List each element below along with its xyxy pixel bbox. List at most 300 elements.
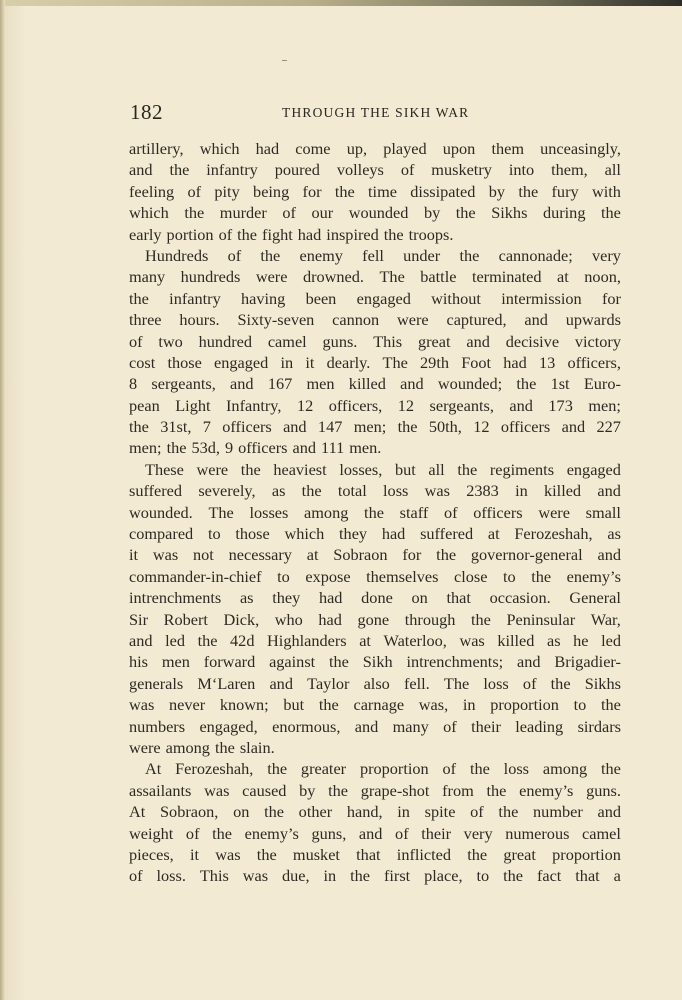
word: killed	[348, 374, 386, 394]
word: commander-in-chief	[129, 566, 262, 586]
word: 13	[538, 352, 556, 372]
word: 1st	[550, 374, 570, 394]
text-line	[129, 159, 621, 180]
word: the	[457, 459, 478, 479]
word: artillery,	[129, 139, 184, 158]
word: heaviest	[273, 459, 327, 479]
word: Robert	[163, 609, 208, 629]
word: and	[561, 417, 586, 437]
word: grape-shot	[360, 780, 430, 800]
word: Taylor	[307, 673, 350, 693]
word: of	[443, 502, 458, 522]
text-line	[129, 823, 621, 844]
word: guns.	[322, 331, 358, 351]
word: the	[518, 181, 539, 201]
word: suffered	[420, 524, 474, 544]
text-line	[129, 609, 621, 630]
word: great	[503, 844, 536, 864]
word: loss	[483, 673, 509, 693]
word: inspired	[326, 224, 379, 244]
word: not	[193, 545, 214, 565]
word: by	[423, 203, 441, 223]
word: three	[129, 310, 162, 330]
word: which	[284, 524, 325, 544]
word: spite	[424, 802, 456, 822]
printer-mark	[282, 60, 287, 61]
word: the	[184, 203, 205, 223]
word: were	[397, 310, 429, 330]
word: and	[509, 395, 533, 415]
word: Sobraon,	[160, 802, 219, 822]
word: the	[214, 737, 235, 757]
word: enemy’s	[244, 823, 299, 843]
word: the	[329, 652, 349, 672]
word: officers	[238, 438, 288, 458]
word: the	[469, 759, 490, 779]
word: great	[417, 331, 451, 351]
word: severely,	[198, 481, 256, 501]
word: musketry	[431, 160, 492, 180]
word: having	[241, 288, 286, 308]
word: their	[421, 823, 452, 843]
word: but	[394, 459, 416, 479]
word: all	[604, 160, 621, 180]
word: as	[239, 588, 254, 608]
word: and	[354, 716, 379, 736]
word: men	[306, 374, 335, 394]
text-line	[129, 352, 621, 373]
word: also	[363, 673, 390, 693]
word: At	[129, 802, 146, 822]
word: intrenchments;	[406, 652, 504, 672]
word: the	[383, 224, 404, 244]
word: War,	[590, 609, 621, 629]
word: Hundreds	[145, 245, 209, 265]
word: assailants	[129, 780, 192, 800]
word: loss.	[156, 866, 186, 886]
word: never	[169, 695, 206, 715]
word: and	[269, 673, 293, 693]
word: those	[235, 524, 270, 544]
word: engaged,	[199, 716, 258, 736]
word: them	[491, 139, 524, 158]
word: 42d	[230, 630, 255, 650]
word: staff	[399, 502, 429, 522]
word: governor-general	[470, 545, 583, 565]
word: up,	[346, 139, 368, 158]
word: pean	[129, 395, 160, 415]
text-line	[129, 651, 621, 672]
word: the	[318, 695, 339, 715]
word: many	[392, 716, 429, 736]
word: officers	[222, 417, 272, 437]
word: that	[575, 866, 600, 886]
word: wounded;	[437, 374, 503, 394]
word: engaged	[214, 352, 269, 372]
word: 8	[129, 374, 138, 394]
word: and	[597, 481, 621, 501]
word: 7	[202, 417, 211, 437]
word: upon	[442, 139, 476, 158]
word: Highlanders	[267, 630, 347, 650]
word: Sikhs	[584, 673, 621, 693]
word: The	[208, 502, 234, 522]
word: men;	[129, 438, 162, 458]
word: losses	[249, 502, 289, 522]
word: in	[515, 481, 528, 501]
word: 12	[397, 395, 415, 415]
word: Light	[175, 395, 211, 415]
word: the	[129, 417, 149, 437]
word: which	[199, 139, 240, 158]
word: pity	[214, 181, 240, 201]
word: the	[301, 481, 322, 501]
text-line	[129, 694, 621, 715]
word: 12	[473, 417, 490, 437]
text-line	[129, 437, 621, 458]
word: was	[204, 780, 230, 800]
word: it	[129, 545, 139, 565]
word: the	[503, 866, 523, 886]
word: was	[242, 866, 269, 886]
word: the	[516, 374, 537, 394]
word: among	[165, 737, 210, 757]
word: These	[145, 459, 184, 479]
word: numbers	[129, 716, 186, 736]
word: sergeants,	[151, 374, 216, 394]
text-line	[129, 502, 621, 523]
word: of	[522, 673, 537, 693]
text-line	[129, 224, 621, 245]
word: infantry	[206, 160, 258, 180]
word: officers	[500, 417, 551, 437]
word: 173	[548, 395, 573, 415]
word: men	[161, 652, 190, 672]
word: murder	[219, 203, 267, 223]
text-line	[129, 373, 621, 394]
word: caused	[242, 780, 287, 800]
word: 53d,	[191, 438, 220, 458]
word: to	[476, 866, 490, 886]
word: fight	[262, 224, 293, 244]
word: and	[400, 374, 424, 394]
word: numerous	[505, 823, 570, 843]
text-line	[129, 737, 621, 758]
word: feeling	[129, 181, 175, 201]
word: of	[443, 716, 457, 736]
word: and	[517, 652, 541, 672]
word: loss	[503, 759, 530, 779]
word: the	[470, 609, 491, 629]
text-line	[129, 758, 621, 779]
word: of	[129, 866, 143, 886]
word: This	[373, 331, 403, 351]
word: necessary	[228, 545, 292, 565]
word: two	[158, 331, 183, 351]
word: been	[305, 288, 337, 308]
word: fell.	[403, 673, 430, 693]
word: early	[129, 224, 162, 244]
word: a	[613, 866, 621, 886]
word: leading	[515, 716, 564, 736]
word: drowned.	[302, 267, 364, 287]
word: the	[237, 224, 258, 244]
word: the	[601, 203, 621, 223]
word: Euro-	[583, 374, 621, 394]
word: Ferozeshah,	[175, 759, 254, 779]
word: he	[573, 630, 589, 650]
word: into	[508, 160, 535, 180]
word: had	[318, 609, 342, 629]
word: dearly.	[326, 352, 371, 372]
word: inflicted	[396, 844, 452, 864]
word: guns.	[586, 780, 621, 800]
word: was,	[418, 695, 449, 715]
word: them,	[551, 160, 588, 180]
word: Sikhs	[491, 203, 528, 223]
word: to	[277, 566, 290, 586]
word: camel	[267, 331, 307, 351]
word: slain.	[239, 737, 275, 757]
word: noon,	[584, 267, 621, 287]
word: which	[129, 203, 169, 223]
word: at	[487, 524, 500, 544]
word: killed	[497, 630, 535, 650]
word: Sixty-seven	[237, 310, 315, 330]
word: Ferozeshah,	[514, 524, 593, 544]
word: among	[542, 759, 588, 779]
word: men.	[349, 438, 382, 458]
word: the	[240, 459, 261, 479]
word: among	[304, 502, 349, 522]
word: proportion	[490, 695, 559, 715]
word: Peninsular	[506, 609, 576, 629]
word: played	[383, 139, 427, 158]
word: guns,	[311, 823, 347, 843]
text-line	[129, 459, 621, 480]
word: the	[397, 417, 418, 437]
text-line	[129, 416, 621, 437]
word: This	[199, 866, 229, 886]
text-line	[129, 716, 621, 737]
word: many	[129, 267, 166, 287]
word: by	[488, 181, 505, 201]
word: the	[498, 802, 519, 822]
text-line	[129, 480, 621, 501]
page-top-edge	[0, 0, 682, 6]
word: of	[218, 224, 233, 244]
word: was	[424, 481, 450, 501]
word: known;	[219, 695, 269, 715]
word: on	[233, 802, 250, 822]
word: the	[212, 823, 232, 843]
word: of	[187, 181, 202, 201]
word: by	[299, 780, 316, 800]
word: of	[442, 759, 457, 779]
word: and	[129, 630, 153, 650]
word: M‘Laren	[197, 673, 256, 693]
word: The	[382, 352, 408, 372]
word: were	[129, 737, 161, 757]
word: 29th	[420, 352, 449, 372]
word: was	[215, 844, 241, 864]
word: 167	[267, 374, 293, 394]
word: captured,	[446, 310, 507, 330]
text-line	[129, 523, 621, 544]
word: killed	[544, 481, 582, 501]
text-line	[129, 587, 621, 608]
word: Infantry,	[226, 395, 282, 415]
text-line	[129, 544, 621, 565]
word: proportion	[359, 759, 429, 779]
word: the	[129, 288, 149, 308]
word: first	[383, 866, 411, 886]
text-line	[129, 865, 621, 886]
word: General	[569, 588, 621, 608]
page-number: 182	[130, 100, 163, 124]
word: the	[364, 502, 384, 522]
word: themselves	[366, 566, 439, 586]
word: on	[411, 588, 428, 608]
word: in	[397, 802, 410, 822]
word: the	[467, 844, 488, 864]
word: at	[359, 630, 371, 650]
word: and	[230, 374, 254, 394]
word: it	[189, 844, 200, 864]
word: regiments	[489, 459, 555, 479]
word: officers,	[328, 395, 383, 415]
word: and	[597, 545, 621, 565]
word: enemy’s	[566, 566, 621, 586]
text-line	[129, 288, 621, 309]
word: had	[318, 588, 343, 608]
word: unceasingly,	[540, 139, 621, 158]
word: officers	[473, 502, 523, 522]
word: due,	[282, 866, 310, 886]
word: were	[538, 502, 570, 522]
word: proportion	[552, 844, 621, 864]
word: dissipated	[410, 181, 476, 201]
word: infantry	[169, 288, 221, 308]
word: sergeants,	[429, 395, 494, 415]
word: through	[404, 609, 456, 629]
word: it	[305, 352, 315, 372]
word: and	[283, 417, 307, 437]
word: wounded	[348, 203, 409, 223]
word: The	[443, 673, 470, 693]
word: close	[454, 566, 488, 586]
word: At	[145, 759, 162, 779]
word: their	[471, 716, 501, 736]
word: led	[601, 630, 621, 650]
word: the	[197, 630, 218, 650]
word: engaged	[356, 288, 411, 308]
word: losses,	[339, 459, 383, 479]
text-line	[129, 202, 621, 223]
word: for	[302, 181, 322, 201]
word: of	[470, 802, 484, 822]
word: was	[152, 545, 179, 565]
word: to	[573, 695, 587, 715]
word: they	[272, 588, 301, 608]
word: were	[255, 267, 288, 287]
running-head	[130, 100, 622, 126]
word: carnage	[353, 695, 405, 715]
text-line	[129, 331, 621, 352]
word: 147	[317, 417, 343, 437]
word: and	[292, 438, 317, 458]
word: intrenchments	[129, 588, 222, 608]
text-line	[129, 630, 621, 651]
word: the	[169, 160, 190, 180]
word: the	[334, 181, 355, 201]
word: enemy	[299, 245, 343, 265]
word: of	[129, 331, 143, 351]
word: the	[166, 438, 187, 458]
word: at	[557, 267, 569, 287]
word: loss	[383, 481, 409, 501]
word: small	[585, 502, 621, 522]
word: 2383	[466, 481, 499, 501]
word: the	[328, 780, 349, 800]
body-text	[129, 138, 621, 887]
word: 12	[296, 395, 314, 415]
word: terminated	[471, 267, 542, 287]
word: upwards	[565, 310, 621, 330]
word: was	[129, 695, 155, 715]
word: done	[361, 588, 393, 608]
word: of	[185, 823, 200, 843]
word: camel	[582, 823, 621, 843]
word: the	[350, 866, 371, 886]
word: time	[368, 181, 397, 201]
text-line	[129, 309, 621, 330]
word: of	[227, 245, 242, 265]
word: Dick,	[223, 609, 260, 629]
word: the	[436, 545, 457, 565]
word: under	[403, 245, 441, 265]
page-binding-edge	[0, 0, 5, 1000]
text-line	[129, 673, 621, 694]
word: in	[323, 866, 337, 886]
word: the	[531, 566, 552, 586]
word: decisive	[505, 331, 560, 351]
running-title: THROUGH THE SIKH WAR	[282, 105, 470, 120]
word: wounded.	[129, 502, 193, 522]
word: to	[207, 524, 221, 544]
word: of	[282, 203, 296, 223]
word: of	[395, 823, 409, 843]
word: all	[428, 459, 445, 479]
word: men;	[353, 417, 387, 437]
word: the	[267, 759, 288, 779]
word: the	[455, 203, 476, 223]
word: poured	[274, 160, 320, 180]
word: those	[167, 352, 202, 372]
text-line	[129, 395, 621, 416]
word: the	[459, 245, 480, 265]
word: the	[550, 673, 571, 693]
word: at	[306, 545, 319, 565]
word: that	[356, 844, 381, 864]
word: Foot	[461, 352, 492, 372]
word: generals	[129, 673, 184, 693]
word: fell	[362, 245, 384, 265]
word: during	[542, 203, 586, 223]
word: had	[381, 524, 406, 544]
word: without	[431, 288, 481, 308]
word: weight	[129, 823, 174, 843]
